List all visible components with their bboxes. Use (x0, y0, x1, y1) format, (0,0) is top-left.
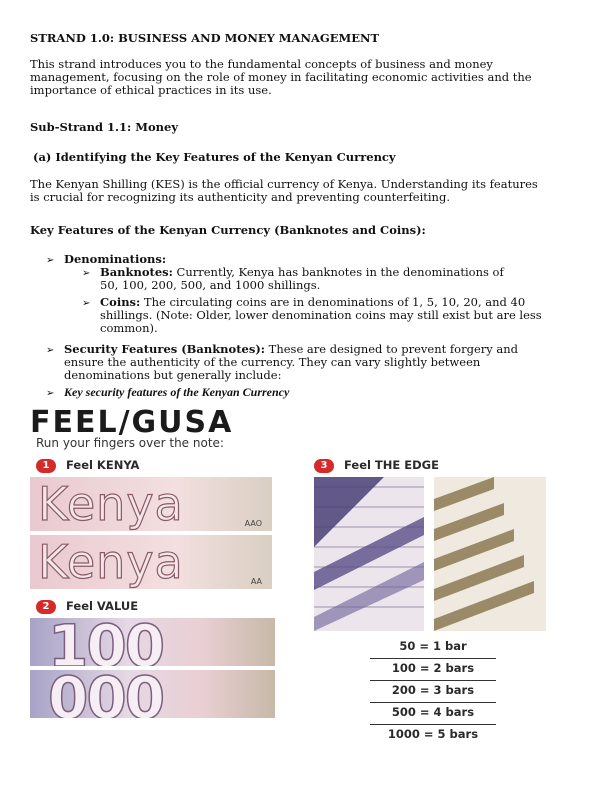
security-label: Security Features (Banknotes): (64, 342, 266, 356)
value-tactile-image-2 (30, 670, 275, 718)
section-text-line-2: is crucial for recognizing its authenticity and preventing counterfeiting. (30, 190, 450, 204)
kenya-raised-word: Kenya (38, 477, 184, 531)
bar-legend-row: 500 = 4 bars (370, 703, 496, 725)
figure-subtitle: Run your fingers over the note: (36, 436, 224, 450)
bullet-arrow-icon: ➢ (46, 388, 55, 399)
bar-legend (370, 637, 496, 746)
edge-bars-image-1 (314, 477, 424, 631)
value-raised-number: 000 (48, 670, 164, 718)
value-raised-number: 100 (48, 618, 164, 666)
strand-title: STRAND 1.0: BUSINESS AND MONEY MANAGEMENT (30, 31, 380, 45)
bullet-arrow-icon: ➢ (82, 268, 91, 279)
intro-line-3: importance of ethical practices in its use. (30, 83, 272, 97)
denominations-label: Denominations: (64, 252, 167, 266)
security-text-line-3: denominations but generally include: (64, 368, 282, 382)
step-feel-edge (314, 458, 439, 473)
step-number-badge: 2 (36, 600, 56, 614)
kenya-raised-word: Kenya (38, 535, 184, 589)
step-feel-kenya (36, 458, 139, 473)
coins-text-line-1: The circulating coins are in denominations of 1, 5, 10, 20, and 40 (140, 295, 526, 309)
step-number-badge: 3 (314, 459, 334, 473)
bar-legend-row: 200 = 3 bars (370, 681, 496, 703)
substrand-title: Sub-Strand 1.1: Money (30, 120, 179, 134)
banknotes-text-line-2: 50, 100, 200, 500, and 1000 shillings. (100, 278, 321, 292)
step-number-badge: 1 (36, 459, 56, 473)
intro-line-1: This strand introduces you to the fundamental concepts of business and money (30, 57, 493, 71)
edge-bars-image-2 (434, 477, 546, 631)
kenya-serial-print: AA (250, 577, 262, 586)
step-feel-value (36, 599, 138, 614)
banknotes-label: Banknotes: (100, 265, 173, 279)
section-text-line-1: The Kenyan Shilling (KES) is the official currency of Kenya. Understanding its features (30, 177, 538, 191)
security-text-line-1: These are designed to prevent forgery and (265, 342, 519, 356)
kenya-tactile-image-1 (30, 477, 272, 531)
banknotes-text-line-1: Currently, Kenya has banknotes in the denominations of (172, 265, 504, 279)
bar-legend-row: 50 = 1 bar (370, 637, 496, 659)
step-label: Feel THE EDGE (344, 458, 439, 472)
intro-line-2: management, focusing on the role of money in facilitating economic activities and the (30, 70, 532, 84)
coins-label: Coins: (100, 295, 141, 309)
bullet-arrow-icon: ➢ (82, 298, 91, 309)
security-features-figure (30, 405, 590, 745)
bar-legend-row: 1000 = 5 bars (387, 727, 479, 741)
step-label: Feel VALUE (66, 599, 139, 613)
value-tactile-image-1 (30, 618, 275, 666)
bullet-arrow-icon: ➢ (46, 345, 55, 356)
section-title: (a) Identifying the Key Features of the Kenyan Currency (33, 150, 396, 164)
coins-text-line-2: shillings. (Note: Older, lower denomination coins may still exist but are less (100, 308, 542, 322)
features-heading: Key Features of the Kenyan Currency (Banknotes and Coins): (30, 223, 426, 237)
coins-text-line-3: common). (100, 321, 158, 335)
bullet-arrow-icon: ➢ (46, 255, 55, 266)
kenya-serial-print: AAO (244, 519, 262, 528)
figure-title: FEEL/GUSA (30, 405, 234, 440)
step-label: Feel KENYA (66, 458, 140, 472)
security-text-line-2: ensure the authenticity of the currency. They can vary slightly between (64, 355, 481, 369)
figure-caption: Key security features of the Kenyan Currency (64, 385, 290, 399)
kenya-tactile-image-2 (30, 535, 272, 589)
bar-legend-row: 100 = 2 bars (370, 659, 496, 681)
